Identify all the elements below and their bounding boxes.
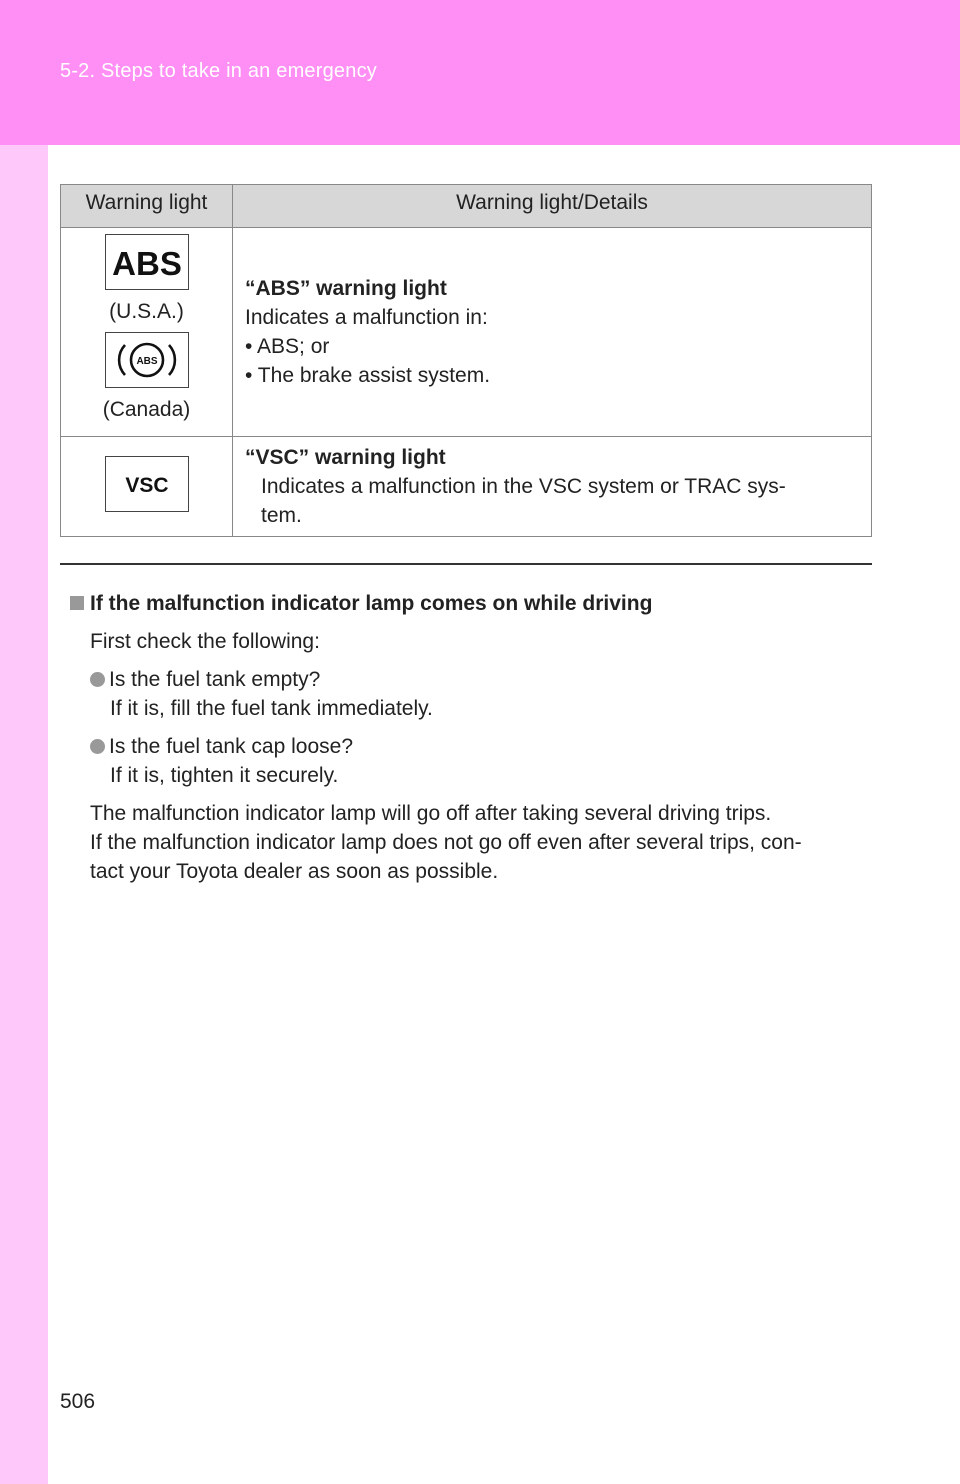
col-header-details: Warning light/Details (233, 185, 872, 228)
abs-detail-line: • The brake assist system. (245, 364, 491, 387)
table-row-vsc (61, 437, 872, 537)
vsc-light-cell (61, 437, 233, 537)
abs-detail-line: Indicates a malfunction in: (245, 306, 488, 329)
notes-paragraph: tact your Toyota dealer as soon as possible. (90, 860, 499, 883)
abs-title: “ABS” warning light (245, 277, 447, 300)
question-text: Is the fuel tank empty? (109, 668, 321, 691)
abs-light-cell (61, 228, 233, 437)
region-label-canada: (Canada) (102, 398, 191, 421)
list-item (70, 732, 890, 761)
answer-text: If it is, fill the fuel tank immediately. (110, 697, 433, 720)
table-header-row (61, 185, 872, 228)
notes-paragraph: The malfunction indicator lamp will go off after taking several driving trips. (90, 802, 772, 825)
abs-canada-icon-text: ABS (135, 356, 158, 367)
question-text: Is the fuel tank cap loose? (109, 735, 353, 758)
vsc-detail-line: tem. (261, 504, 302, 527)
notes-intro: First check the following: (90, 630, 320, 653)
section-title: 5-2. Steps to take in an emergency (60, 60, 377, 82)
col-header-warning-light: Warning light (61, 185, 233, 228)
vsc-detail-line: Indicates a malfunction in the VSC system or TRAC sys- (261, 475, 786, 498)
answer-text: If it is, tighten it securely. (110, 764, 339, 787)
vsc-icon-text: VSC (124, 473, 169, 497)
notes-section (70, 589, 890, 886)
list-item (70, 665, 890, 694)
side-strip (0, 145, 48, 1484)
abs-details-cell (233, 228, 872, 437)
vsc-icon (105, 456, 189, 512)
circle-bullet-icon (90, 739, 105, 754)
notes-heading: If the malfunction indicator lamp comes on while driving (90, 592, 653, 615)
abs-us-icon (105, 234, 189, 290)
vsc-title: “VSC” warning light (245, 446, 446, 469)
square-bullet-icon (70, 596, 84, 610)
page-number: 506 (60, 1390, 96, 1413)
notes-paragraph: If the malfunction indicator lamp does not go off even after several trips, con- (90, 831, 802, 854)
table-row-abs (61, 228, 872, 437)
abs-detail-line: • ABS; or (245, 335, 330, 358)
region-label-us: (U.S.A.) (109, 300, 184, 323)
vsc-details-cell (233, 437, 872, 537)
circle-bullet-icon (90, 672, 105, 687)
abs-canada-icon (105, 332, 189, 388)
abs-us-icon-text: ABS (111, 245, 182, 282)
section-divider (60, 563, 872, 565)
warning-light-table (60, 184, 872, 537)
